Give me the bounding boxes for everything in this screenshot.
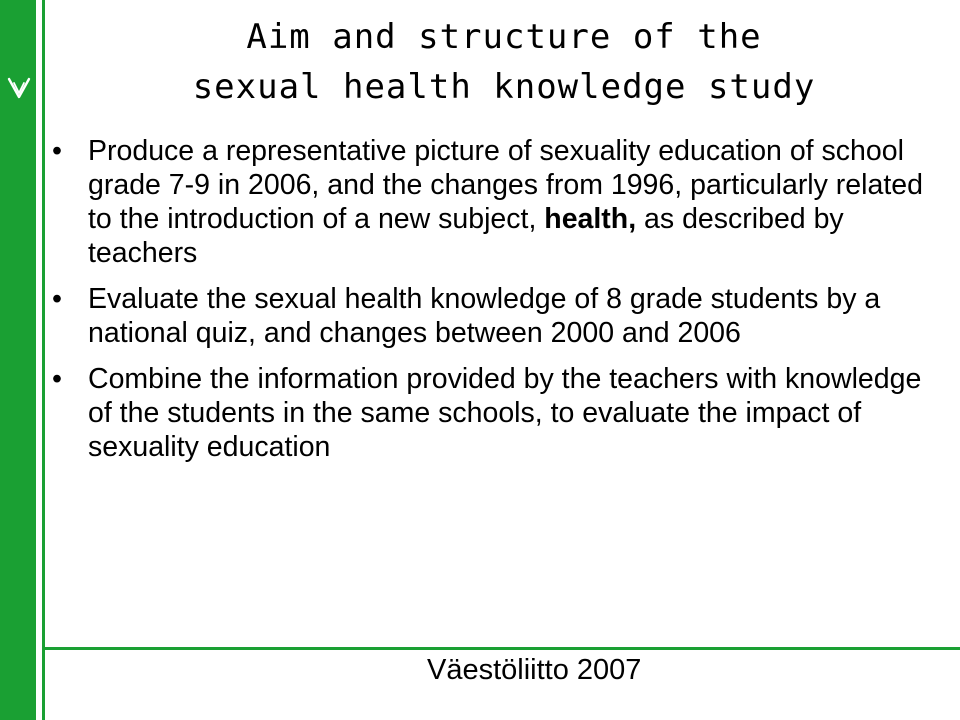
bullet-text: Evaluate the sexual health knowledge of 8 grade students by a national quiz, and changes between 2000 and 2006 <box>88 283 881 349</box>
bullet-text-part: as described by teachers <box>88 203 844 269</box>
bullet-list <box>48 134 928 476</box>
left-sidebar-bar <box>0 0 36 720</box>
bullet-text: Combine the information provided by the teachers with knowledge of the students in the same schools, to evaluate the impact of sexuality education <box>88 363 922 463</box>
bullet-marker: • <box>52 283 62 315</box>
bullet-text-part: Produce a representative picture of sexuality education of school grade 7-9 in 2006, and the changes from 1996, particularly related to the introduction of a new subject, <box>88 135 923 235</box>
bullet-item-evaluate <box>48 282 928 350</box>
bullet-bold-text: health, <box>544 203 637 235</box>
väestöliitto-v-logo-icon <box>6 74 32 102</box>
bullet-item-combine <box>48 362 928 464</box>
slide-title-line-2: sexual health knowledge study <box>192 67 816 107</box>
footer-organization: Väestöliitto 2007 <box>427 654 642 686</box>
slide-title-line-1: Aim and structure of the <box>246 17 762 57</box>
sidebar-divider-line <box>42 0 45 720</box>
bullet-marker: • <box>52 363 62 395</box>
bullet-item-produce <box>48 134 928 270</box>
bullet-marker: • <box>52 135 62 167</box>
slide-title <box>48 12 960 112</box>
